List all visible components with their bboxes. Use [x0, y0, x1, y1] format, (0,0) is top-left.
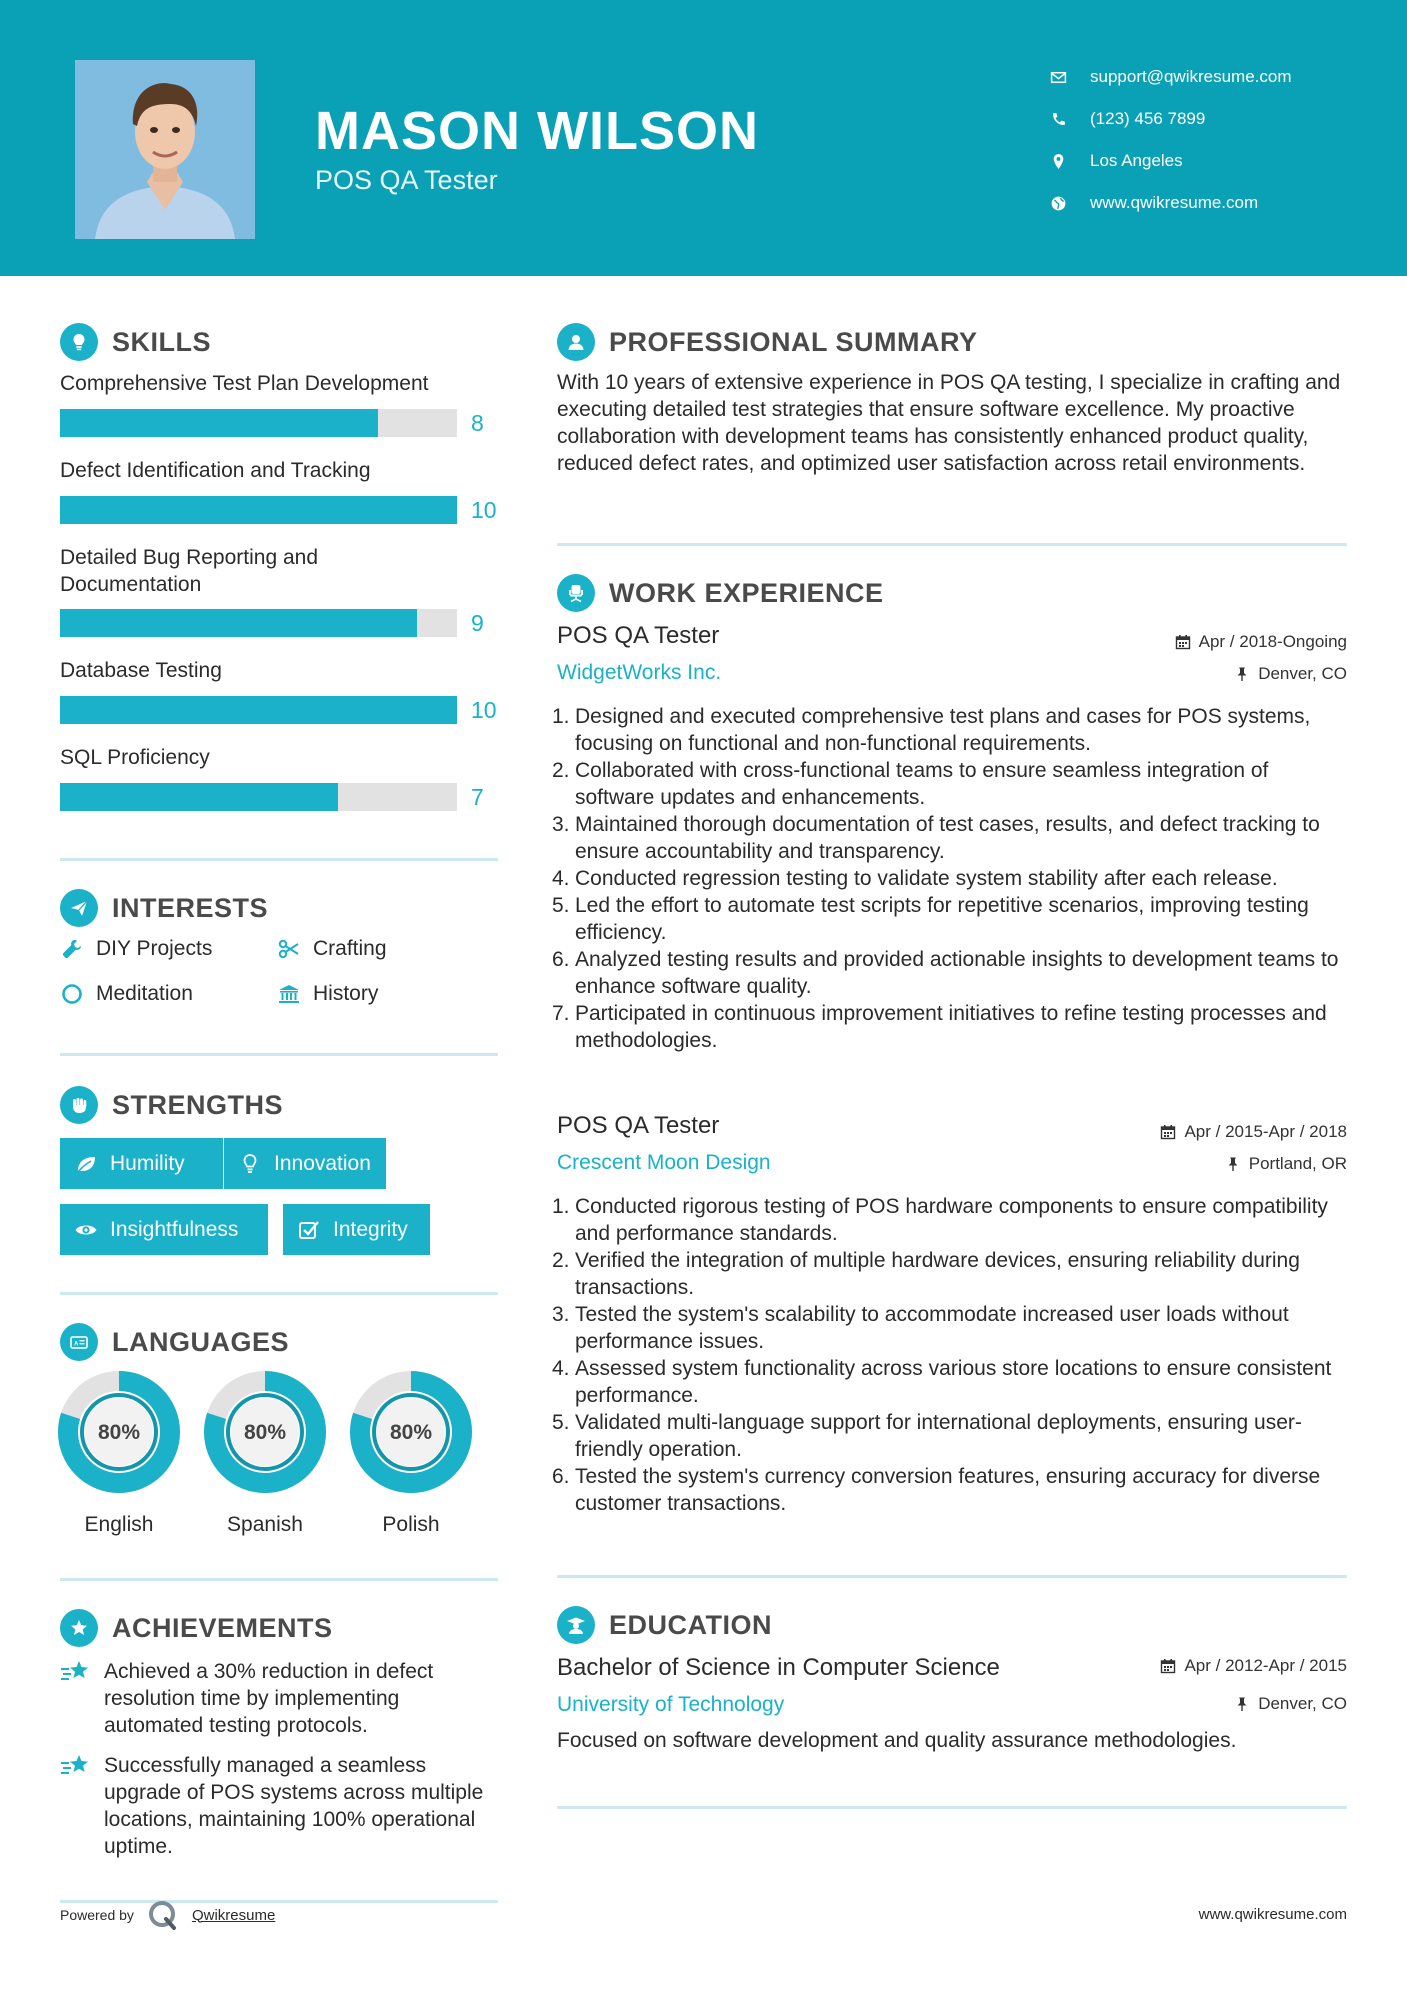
skill-bar [60, 409, 457, 437]
strength-tag [283, 1204, 430, 1255]
job-location-text: Portland, OR [1248, 1154, 1347, 1173]
job-dates-text: Apr / 2015-Apr / 2018 [1184, 1122, 1347, 1141]
leaf-icon [74, 1152, 98, 1176]
shooting-star-icon [60, 1658, 92, 1688]
education-dates [1160, 1656, 1347, 1676]
education-dates-text: Apr / 2012-Apr / 2015 [1184, 1656, 1347, 1675]
contact-phone-text: (123) 456 7899 [1090, 109, 1206, 128]
section-divider [60, 858, 498, 861]
job-bullets [552, 1193, 1352, 1517]
summary-heading [557, 323, 978, 361]
achievement-item [60, 1658, 500, 1739]
phone-icon [1050, 111, 1090, 128]
contact-website[interactable] [1050, 182, 1292, 224]
candidate-role: POS QA Tester [315, 165, 498, 195]
education-title: EDUCATION [609, 1609, 772, 1640]
achievement-text: Successfully managed a seamless upgrade of POS systems across multiple locations, maintaining 100% operational uptime. [104, 1754, 484, 1858]
skill-bar [60, 496, 457, 524]
strength-label: Integrity [333, 1217, 408, 1241]
job-location [1234, 664, 1347, 684]
summary-title: PROFESSIONAL SUMMARY [609, 326, 978, 357]
skill-name: Detailed Bug Reporting and Documentation [60, 546, 319, 596]
skill-bar-fill [60, 609, 417, 637]
circle-icon [60, 982, 84, 1006]
skill-name: Defect Identification and Tracking [60, 459, 371, 482]
footer-website[interactable]: www.qwikresume.com [1198, 1906, 1347, 1923]
graduate-icon [557, 1606, 595, 1644]
resume-header [0, 0, 1407, 276]
interest-label: DIY Projects [96, 937, 213, 960]
map-pin-icon [1050, 153, 1090, 170]
calendar-icon [1175, 634, 1191, 650]
job-bullets [552, 703, 1352, 1054]
interest-item [60, 937, 212, 961]
skills-heading [60, 323, 211, 361]
skill-value: 9 [471, 610, 484, 636]
interests-heading [60, 889, 268, 927]
section-divider [60, 1053, 498, 1056]
job-location [1225, 1154, 1347, 1174]
strengths-heading [60, 1086, 283, 1124]
education-description: Focused on software development and quality assurance methodologies. [557, 1729, 1237, 1752]
checkbox-icon [297, 1218, 321, 1242]
interests-title: INTERESTS [112, 892, 269, 923]
company-name: WidgetWorks Inc. [557, 661, 722, 684]
user-icon [557, 323, 595, 361]
skill-value: 7 [471, 784, 484, 810]
lightbulb-outline-icon [238, 1152, 262, 1176]
achievement-item [60, 1752, 500, 1860]
experience-title: WORK EXPERIENCE [609, 577, 884, 608]
strength-tag [60, 1204, 268, 1255]
job-bullet: 6. Analyzed testing results and provided actionable insights to development teams to enhance software quality. [552, 948, 1339, 998]
language-name: Polish [382, 1513, 440, 1536]
powered-by-label: Powered by [60, 1907, 134, 1923]
skill-bar-fill [60, 496, 457, 524]
footer-powered-by [60, 1898, 275, 1932]
interest-item [277, 937, 387, 961]
interest-item [60, 982, 193, 1006]
job-title: POS QA Tester [557, 1112, 720, 1139]
svg-text:A: A [74, 1341, 79, 1348]
paper-plane-icon [60, 889, 98, 927]
eye-icon [74, 1218, 98, 1242]
language-name: Spanish [227, 1513, 303, 1536]
language-card-icon [60, 1323, 98, 1361]
contact-email[interactable] [1050, 56, 1292, 98]
museum-icon [277, 982, 301, 1006]
language-item [204, 1371, 326, 1537]
job-bullet: 6. Tested the system's currency conversion features, ensuring accuracy for diverse customer transactions. [552, 1465, 1321, 1515]
job-bullet: 2. Collaborated with cross-functional teams to ensure seamless integration of software updates and enhancements. [552, 759, 1269, 809]
job-dates [1175, 632, 1347, 652]
job-bullet: 7. Participated in continuous improvement initiatives to refine testing processes and methodologies. [552, 1002, 1327, 1052]
candidate-name: MASON WILSON [315, 101, 759, 161]
pushpin-icon [1234, 666, 1250, 682]
skill-value: 10 [471, 697, 497, 723]
globe-icon [1050, 195, 1090, 212]
contact-phone[interactable] [1050, 98, 1292, 140]
job-bullet: 5. Validated multi-language support for international deployments, ensuring user-friendly operation. [552, 1411, 1302, 1461]
contact-location [1050, 140, 1292, 182]
contact-list [1050, 56, 1292, 224]
education-location [1234, 1694, 1347, 1714]
skill-name: SQL Proficiency [60, 746, 210, 769]
strength-tag [224, 1138, 386, 1189]
scissors-icon [277, 937, 301, 961]
strength-label: Humility [110, 1151, 185, 1175]
section-divider [557, 1575, 1347, 1578]
achievements-heading [60, 1609, 333, 1647]
section-divider [557, 1806, 1347, 1809]
education-location-text: Denver, CO [1258, 1694, 1347, 1713]
contact-location-text: Los Angeles [1090, 151, 1183, 170]
skill-bar [60, 696, 457, 724]
section-divider [60, 1578, 498, 1581]
strength-tag [60, 1138, 223, 1189]
skill-bar-fill [60, 409, 378, 437]
languages-title: LANGUAGES [112, 1326, 290, 1357]
interest-label: History [313, 982, 379, 1005]
envelope-icon [1050, 69, 1090, 86]
language-name: English [84, 1513, 154, 1536]
job-bullet: 4. Conducted regression testing to validate system stability after each release. [552, 867, 1278, 890]
shooting-star-icon [60, 1752, 92, 1782]
fist-icon [60, 1086, 98, 1124]
summary-text: With 10 years of extensive experience in POS QA testing, I specialize in crafting and executing detailed test strategies that ensure software excellence. My proactive collaboration with development teams has consistently enhanced product quality, reduced defect rates, and optimized user satisfaction across retail environments. [557, 371, 1341, 475]
education-heading [557, 1606, 772, 1644]
skill-bar [60, 783, 457, 811]
strengths-title: STRENGTHS [112, 1089, 284, 1120]
contact-email-text: support@qwikresume.com [1090, 67, 1292, 86]
profile-photo [75, 60, 255, 239]
job-dates [1160, 1122, 1347, 1142]
qwikresume-logo-icon [146, 1898, 180, 1932]
job-bullet: 5. Led the effort to automate test scripts for repetitive scenarios, improving testing efficiency. [552, 894, 1309, 944]
job-dates-text: Apr / 2018-Ongoing [1198, 632, 1347, 651]
pushpin-icon [1225, 1156, 1241, 1172]
interest-label: Crafting [313, 937, 387, 960]
wrench-icon [60, 937, 84, 961]
star-badge-icon [60, 1609, 98, 1647]
section-divider [60, 1292, 498, 1295]
company-name: Crescent Moon Design [557, 1151, 771, 1174]
calendar-icon [1160, 1124, 1176, 1140]
strength-label: Insightfulness [110, 1217, 239, 1241]
pushpin-icon [1234, 1696, 1250, 1712]
language-percent: 80% [97, 1421, 141, 1444]
contact-website-text: www.qwikresume.com [1090, 193, 1259, 212]
office-chair-icon [557, 574, 595, 612]
job-location-text: Denver, CO [1258, 664, 1347, 683]
section-divider [557, 543, 1347, 546]
skill-value: 8 [471, 410, 484, 436]
skill-name: Database Testing [60, 659, 222, 682]
skill-bar-fill [60, 696, 457, 724]
strength-label: Innovation [274, 1151, 371, 1175]
interest-item [277, 982, 378, 1006]
degree-name: Bachelor of Science in Computer Science [557, 1654, 1000, 1681]
lightbulb-icon [60, 323, 98, 361]
job-bullet: 2. Verified the integration of multiple hardware devices, ensuring reliability during transactions. [552, 1249, 1300, 1299]
language-donut [58, 1371, 180, 1493]
achievements-title: ACHIEVEMENTS [112, 1612, 333, 1643]
language-donut [350, 1371, 472, 1493]
job-bullet: 4. Assessed system functionality across various store locations to ensure consistent performance. [552, 1357, 1332, 1407]
experience-heading [557, 574, 884, 612]
job-bullet: 3. Maintained thorough documentation of test cases, results, and defect tracking to ensure accountability and transparency. [552, 813, 1320, 863]
language-percent: 80% [389, 1421, 433, 1444]
calendar-icon [1160, 1658, 1176, 1674]
languages-heading [60, 1323, 289, 1361]
school-name: University of Technology [557, 1693, 785, 1716]
skill-bar [60, 609, 457, 637]
interest-label: Meditation [96, 982, 193, 1005]
language-donut [204, 1371, 326, 1493]
achievement-text: Achieved a 30% reduction in defect resolution time by implementing automated testing protocols. [104, 1660, 434, 1737]
qwikresume-link[interactable]: Qwikresume [191, 1906, 276, 1924]
skills-title: SKILLS [112, 326, 212, 357]
job-bullet: 1. Conducted rigorous testing of POS hardware components to ensure compatibility and performance standards. [552, 1195, 1328, 1245]
job-title: POS QA Tester [557, 622, 720, 649]
language-item [58, 1371, 180, 1537]
skill-name: Comprehensive Test Plan Development [60, 372, 429, 395]
skill-value: 10 [471, 497, 497, 523]
job-bullet: 1. Designed and executed comprehensive test plans and cases for POS systems, focusing on functional and non-functional requirements. [552, 705, 1311, 755]
language-item [350, 1371, 472, 1537]
skill-bar-fill [60, 783, 338, 811]
job-bullet: 3. Tested the system's scalability to accommodate increased user loads without performance issues. [552, 1303, 1289, 1353]
language-percent: 80% [243, 1421, 287, 1444]
